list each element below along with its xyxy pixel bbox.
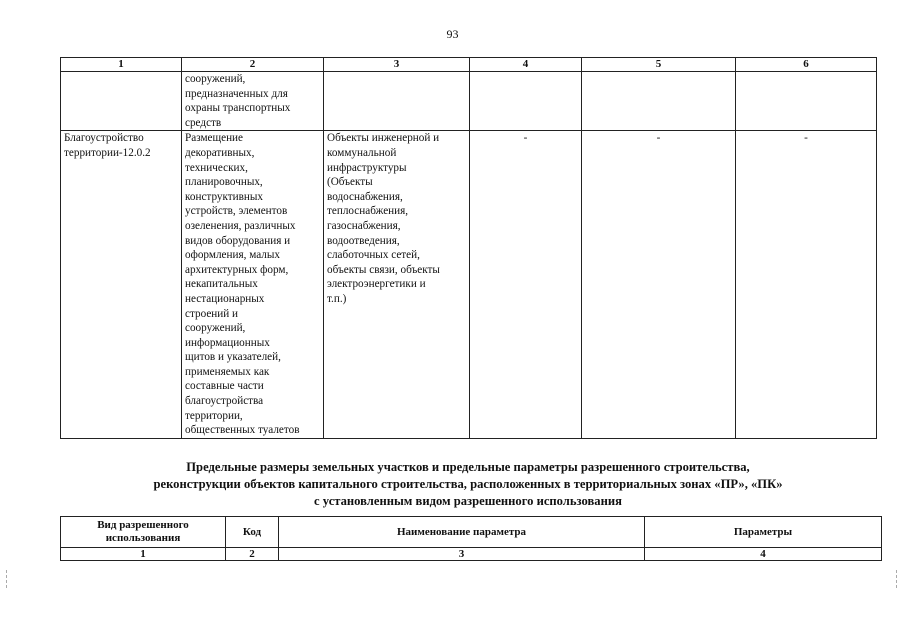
table-cell	[470, 72, 582, 131]
section-title-line: Предельные размеры земельных участков и предельные параметры разрешенного строительства,	[186, 460, 750, 474]
table-cell: сооружений, предназначенных для охраны транспортных средств	[182, 72, 324, 131]
column-number: 5	[582, 58, 736, 72]
column-number: 4	[470, 58, 582, 72]
table-row	[61, 131, 877, 438]
section-title-line: реконструкции объектов капитального строительства, расположенных в территориальных зонах «ПР», «ПК»	[153, 477, 783, 491]
scan-edge-mark	[896, 570, 898, 588]
description-cell: Размещение декоративных, технических, планировочных, конструктивных устройств, элементов озеленения, различных видов оборудования и оформления, малых архитектурных форм, некапитальных нестационарных строений и сооружений, информационных щитов и указателей, применяемых как составные части благоустройства территории, общественных туалетов	[182, 131, 324, 438]
page-number: 93	[446, 27, 459, 41]
column-number: 2	[226, 548, 279, 561]
table-cell	[736, 72, 877, 131]
land-use-type-cell: Благоустройство территории-12.0.2	[61, 131, 182, 438]
column-header: Код	[226, 517, 279, 548]
table-row	[61, 72, 877, 131]
column-number: 1	[61, 548, 226, 561]
column-number: 6	[736, 58, 877, 72]
column-header: Наименование параметра	[279, 517, 645, 548]
header-row	[61, 517, 882, 548]
column-number: 3	[324, 58, 470, 72]
column-number: 4	[645, 548, 882, 561]
land-use-table	[60, 57, 877, 439]
scan-edge-mark	[6, 570, 8, 588]
section-title	[60, 459, 876, 510]
table-cell	[324, 72, 470, 131]
column-number: 1	[61, 58, 182, 72]
column-number-row	[61, 58, 877, 72]
table-cell: -	[736, 131, 877, 438]
table-cell: -	[582, 131, 736, 438]
column-header: Параметры	[645, 517, 882, 548]
table-cell: -	[470, 131, 582, 438]
table-cell	[61, 72, 182, 131]
column-number: 3	[279, 548, 645, 561]
column-header: Вид разрешенного использования	[61, 517, 226, 548]
table-cell	[582, 72, 736, 131]
column-number: 2	[182, 58, 324, 72]
objects-cell: Объекты инженерной и коммунальной инфраструктуры (Объекты водоснабжения, теплоснабжения, газоснабжения, водоотведения, слаботочных сетей, объекты связи, объекты электроэнергетики и т.п.)	[324, 131, 470, 438]
section-title-line: с установленным видом разрешенного использования	[314, 494, 622, 508]
column-number-row	[61, 548, 882, 561]
parameters-table	[60, 516, 882, 561]
